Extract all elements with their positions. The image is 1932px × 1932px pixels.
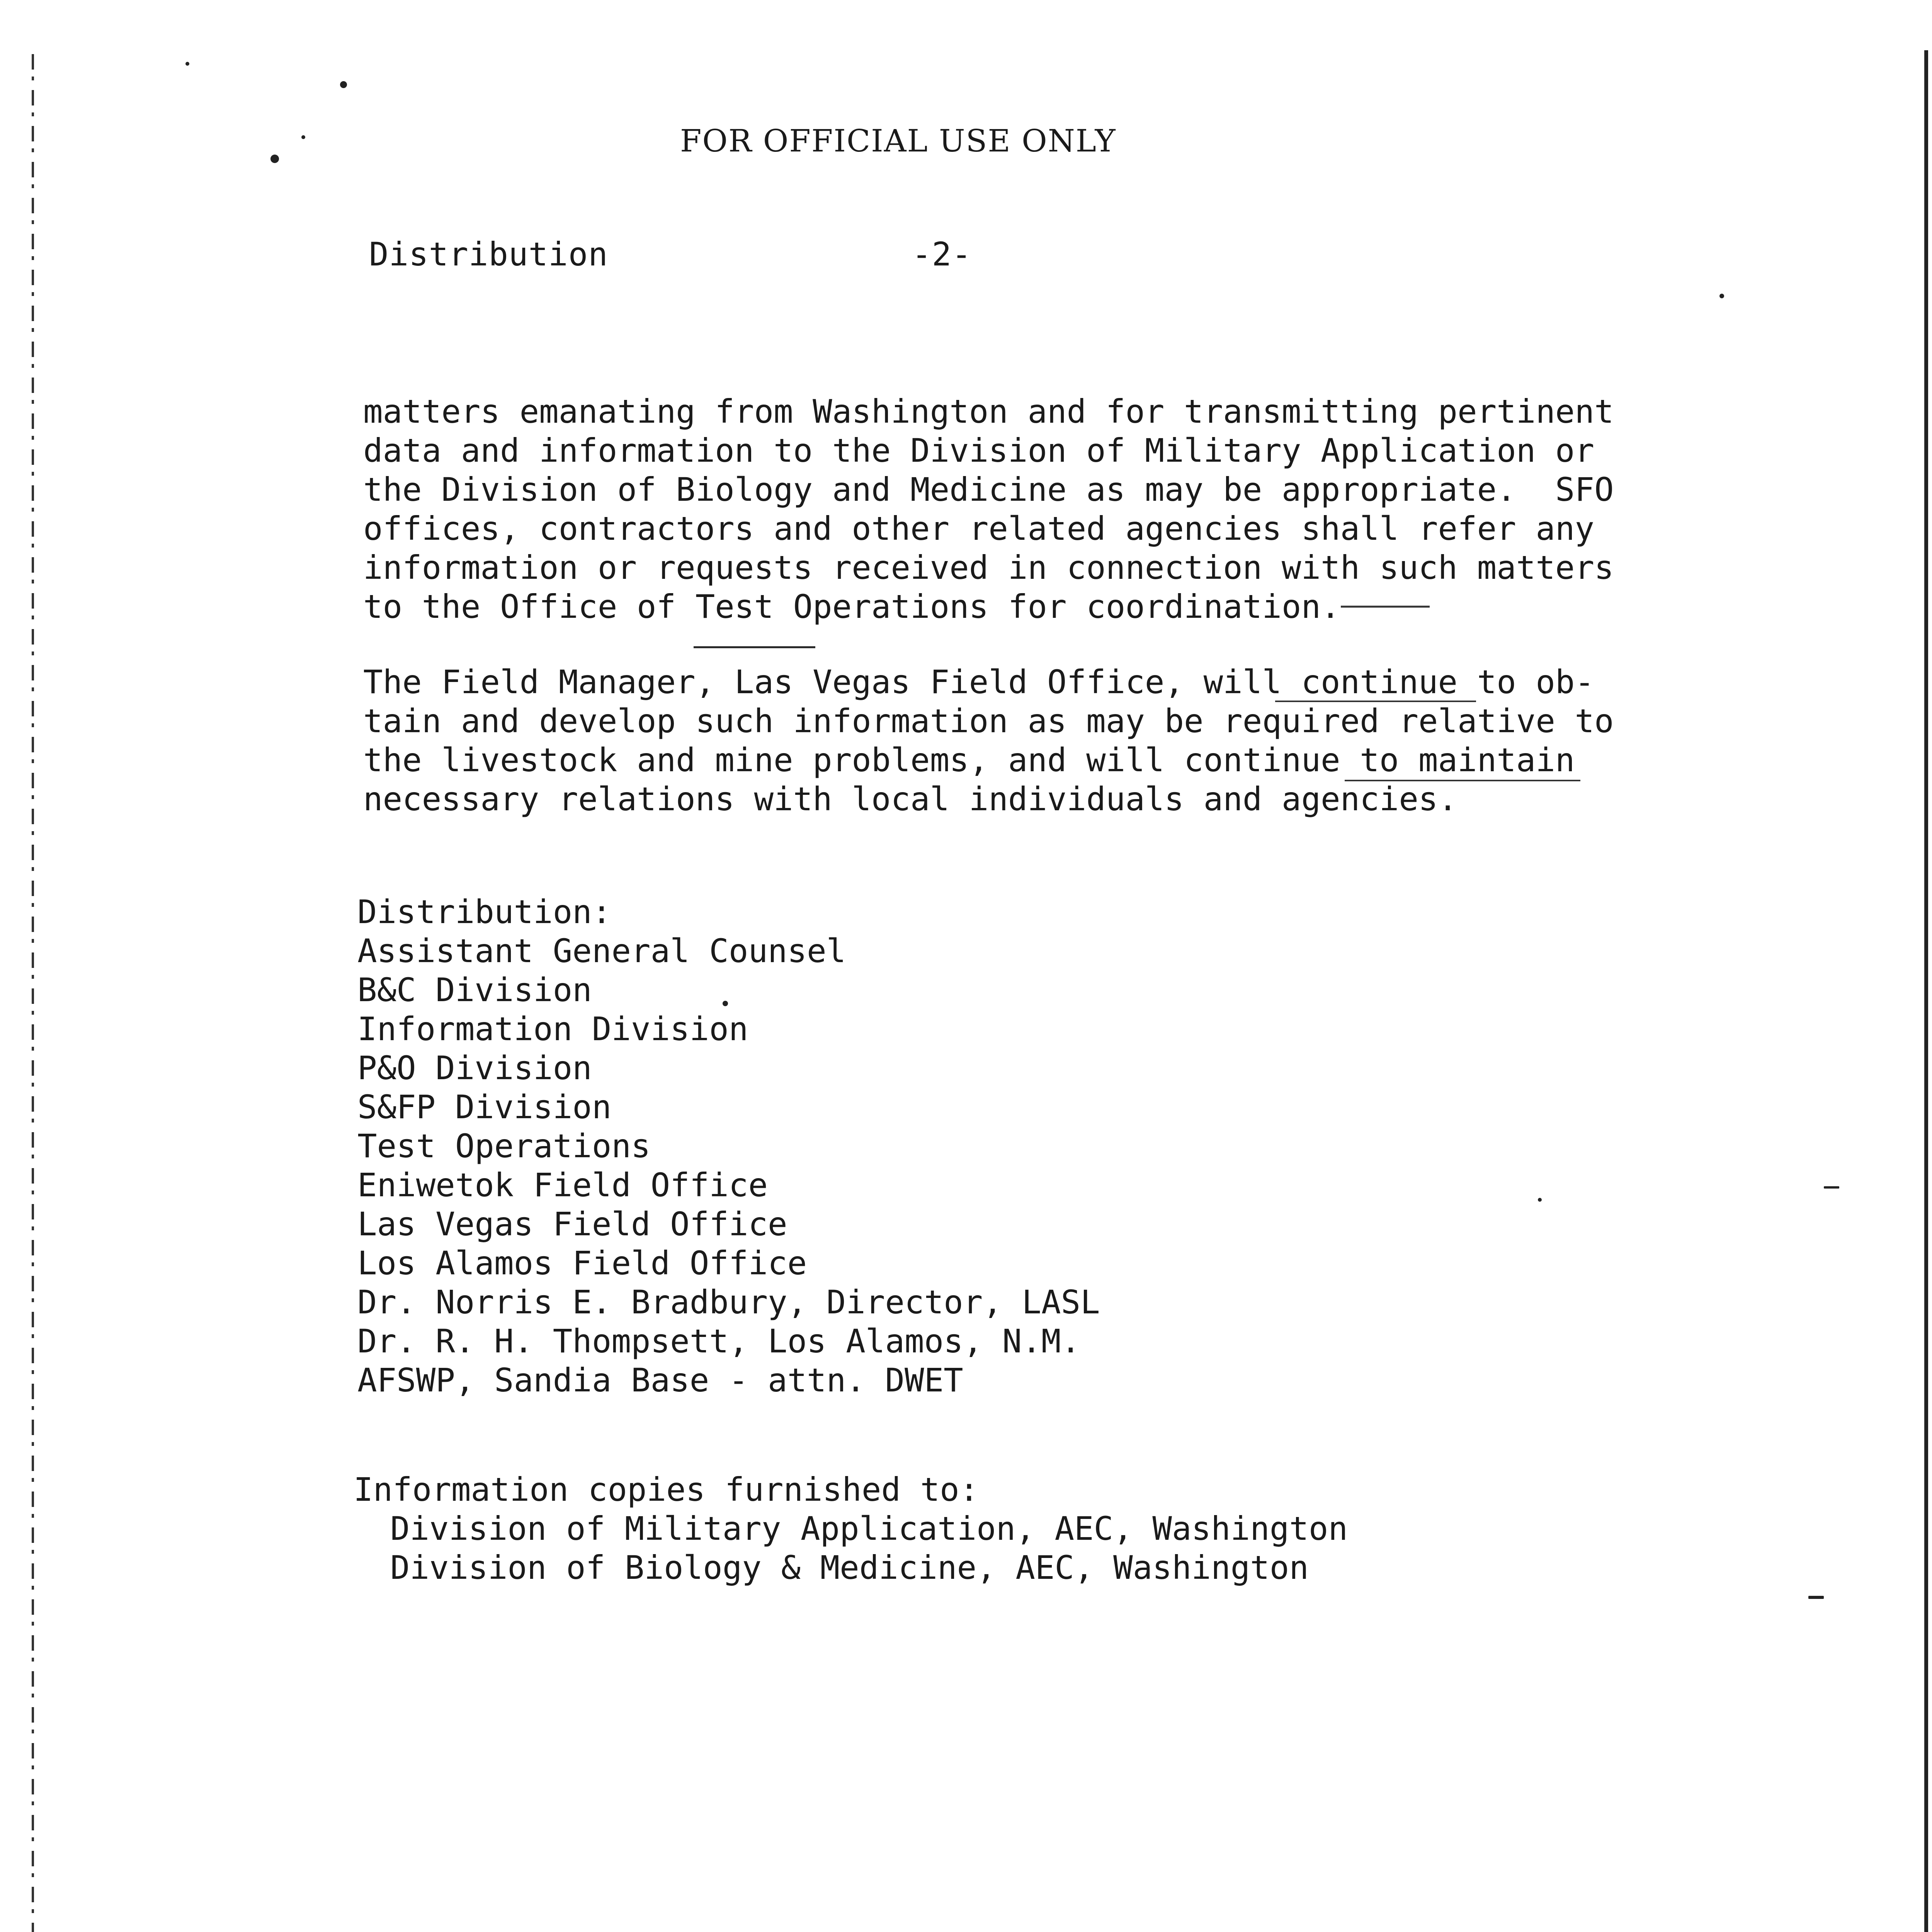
list-item: Division of Biology & Medicine, AEC, Washington: [390, 1549, 1309, 1587]
security-marking-header: FOR OFFICIAL USE ONLY: [680, 123, 1116, 159]
scan-speck: [1719, 294, 1724, 298]
information-copies: [354, 1470, 1348, 1587]
text-line: the livestock and mine problems, and will continue to maintain: [363, 741, 1575, 779]
list-item: S&FP Division: [357, 1088, 612, 1126]
scan-speck: [340, 81, 347, 88]
list-item: Los Alamos Field Office: [357, 1244, 807, 1282]
paragraph-2: [363, 663, 1677, 819]
scan-speck: [1824, 1186, 1839, 1189]
list-item: Dr. R. H. Thompsett, Los Alamos, N.M.: [357, 1322, 1081, 1360]
list-item: B&C Division: [357, 971, 592, 1009]
scan-speck: [270, 155, 279, 163]
information-copies-heading: Information copies furnished to:: [354, 1471, 979, 1509]
list-item: Eniwetok Field Office: [357, 1166, 768, 1204]
list-item: Division of Military Application, AEC, Washington: [390, 1510, 1348, 1548]
scan-speck: [1538, 1198, 1542, 1202]
text-line: the Division of Biology and Medicine as may be appropriate. SFO: [363, 471, 1614, 509]
text-line: tain and develop such information as may be required relative to: [363, 702, 1614, 740]
distribution-heading: Distribution:: [357, 893, 612, 931]
document-subject: Distribution: [369, 235, 608, 273]
distribution-list: [357, 893, 1100, 1400]
list-item: Assistant General Counsel: [357, 932, 846, 970]
list-item: Dr. Norris E. Bradbury, Director, LASL: [357, 1283, 1100, 1321]
text-line: to the Office of Test Operations for coordination.: [363, 588, 1340, 626]
list-item: AFSWP, Sandia Base - attn. DWET: [357, 1361, 963, 1399]
scan-speck: [301, 135, 305, 139]
list-item: Test Operations: [357, 1127, 651, 1165]
list-item: Information Division: [357, 1010, 748, 1048]
list-item: P&O Division: [357, 1049, 592, 1087]
paragraph-1: [363, 392, 1677, 626]
scan-speck: [185, 62, 189, 66]
page-label: -2-: [912, 235, 972, 273]
text-line: offices, contractors and other related agencies shall refer any: [363, 510, 1595, 548]
text-line: necessary relations with local individuals and agencies.: [363, 780, 1458, 818]
scan-speck: [1808, 1596, 1824, 1599]
text-line: information or requests received in connection with such matters: [363, 549, 1614, 587]
text-line: data and information to the Division of Military Application or: [363, 432, 1595, 469]
text-line: matters emanating from Washington and for transmitting pertinent: [363, 393, 1614, 430]
list-item: Las Vegas Field Office: [357, 1205, 787, 1243]
text-line: The Field Manager, Las Vegas Field Office, will continue to ob-: [363, 663, 1595, 701]
